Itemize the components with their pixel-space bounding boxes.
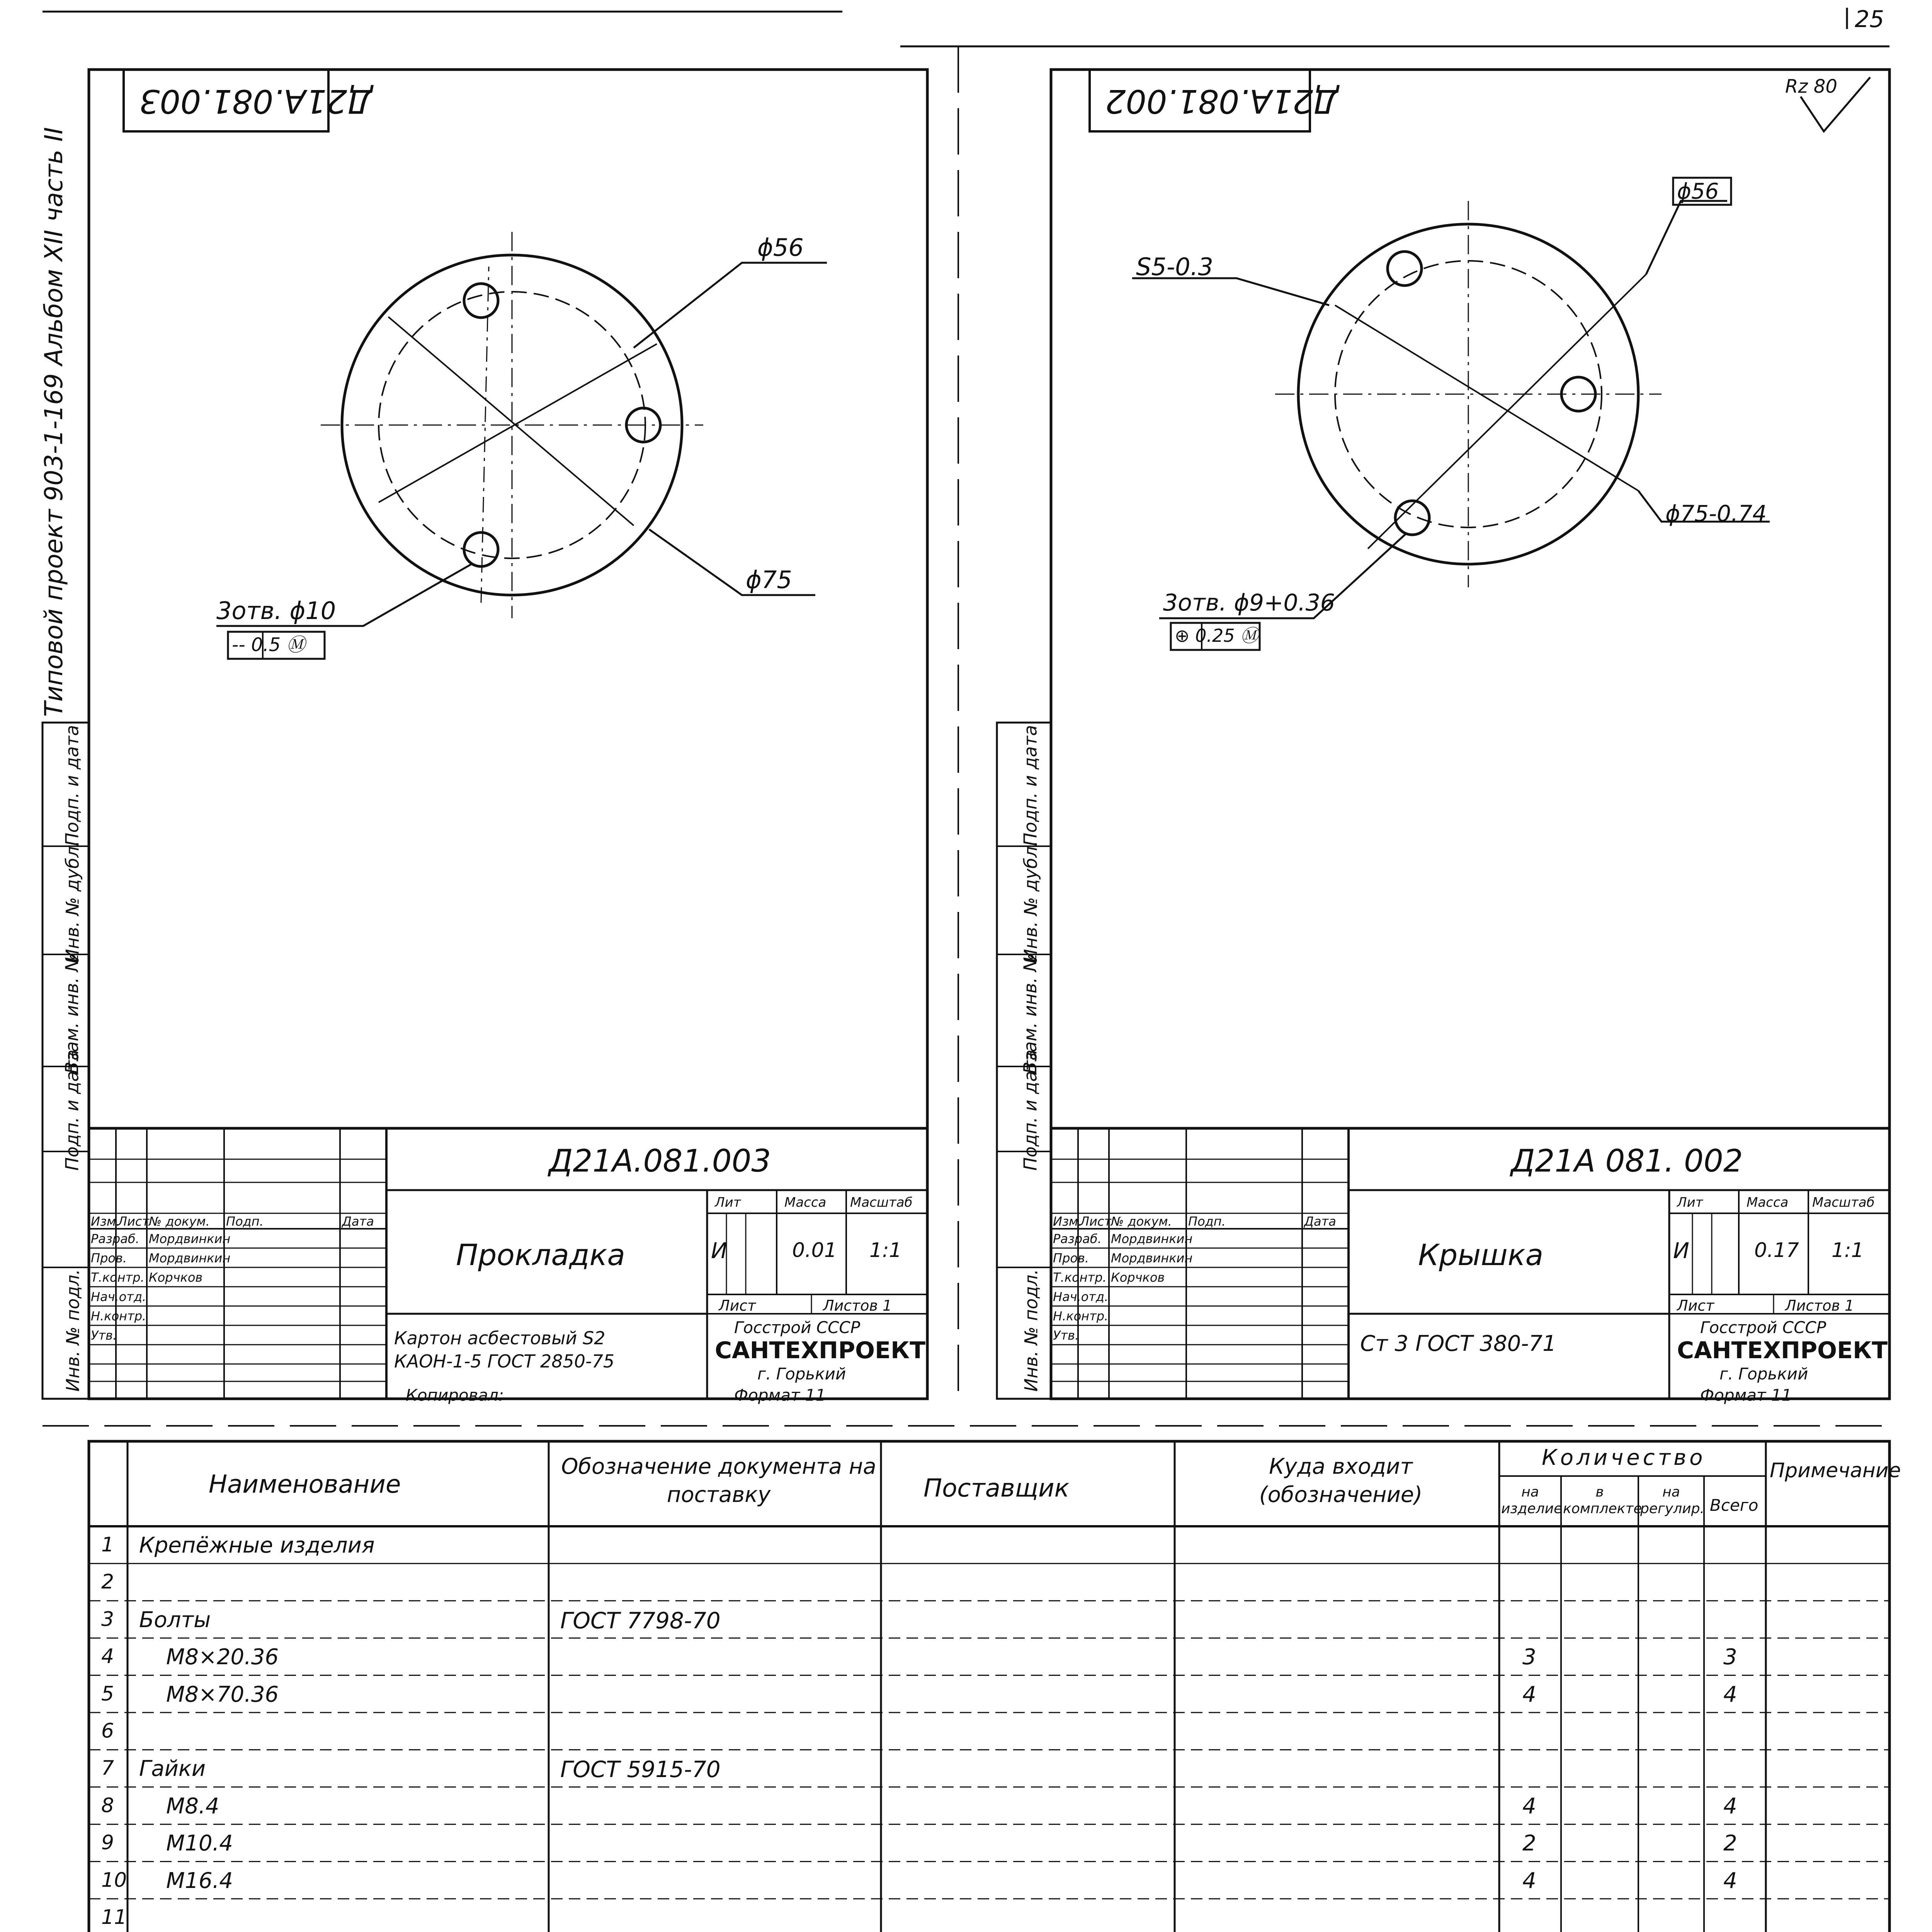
right-dim-bolt: ϕ75-0.74 (1665, 500, 1767, 527)
col-header-name: Наименование (209, 1470, 401, 1499)
right-tb-person-role-4: Н.контр. (1053, 1309, 1109, 1323)
row-number: 2 (101, 1570, 114, 1594)
left-tb-org-1: Госстрой СССР (734, 1318, 861, 1337)
left-tb-person-role-0: Разраб. (91, 1231, 139, 1246)
side-stamp-label-2: Инв. № дубл. (62, 840, 83, 963)
left-tb-hdr-lit: Лит (715, 1195, 741, 1210)
row-name: М16.4 (166, 1868, 233, 1893)
row-number: 10 (101, 1868, 127, 1892)
row-name: М10.4 (166, 1831, 233, 1856)
left-tb-role-2: № докум. (149, 1214, 210, 1229)
right-tb-sheets: Листов 1 (1785, 1297, 1854, 1314)
corner-number: 25 (1855, 6, 1884, 33)
left-tb-org-name: САНТЕХПРОЕКТ (715, 1337, 926, 1364)
right-tb-scale: 1:1 (1832, 1239, 1864, 1262)
left-tb-material-2: КАОН-1-5 ГОСТ 2850-75 (394, 1351, 615, 1372)
right-tb-role-4: Дата (1304, 1214, 1336, 1229)
row-qty: 4 (1522, 1793, 1536, 1819)
left-tb-scale: 1:1 (869, 1239, 902, 1262)
left-tb-doc-number: Д21А.081.003 (549, 1143, 771, 1179)
right-holes-note: 3отв. ϕ9+0.36 (1163, 589, 1335, 616)
right-format-label: Формат 11 (1700, 1386, 1792, 1405)
row-name: Болты (139, 1607, 211, 1633)
row-number: 1 (101, 1533, 114, 1556)
row-number: 9 (101, 1831, 114, 1855)
row-qty: 3 (1522, 1645, 1536, 1670)
row-name: М8.4 (166, 1793, 219, 1819)
side-stamp-label-1: Подп. и дата (61, 725, 83, 846)
right-tb-role-3: Подп. (1188, 1214, 1226, 1229)
row-total: 3 (1723, 1645, 1737, 1670)
left-tb-role-1: Лист (118, 1214, 150, 1229)
left-tb-person-name-2: Корчков (149, 1270, 203, 1285)
row-total: 2 (1723, 1831, 1737, 1856)
left-tb-sheets: Листов 1 (823, 1297, 892, 1314)
col-header-qty-total: Всего (1710, 1496, 1759, 1515)
right-tb-org-city: г. Горький (1719, 1364, 1808, 1383)
right-tb-hdr-mass: Масса (1747, 1195, 1789, 1210)
roughness-mark: Rz 80 (1785, 76, 1837, 97)
row-number: 4 (101, 1645, 114, 1668)
row-doc: ГОСТ 7798-70 (560, 1607, 721, 1634)
right-tb-org-1: Госстрой СССР (1700, 1318, 1827, 1337)
right-dim-thickness: S5-0.3 (1136, 253, 1213, 281)
row-name: М8×20.36 (166, 1645, 279, 1670)
right-tb-person-role-1: Пров. (1053, 1251, 1089, 1265)
left-tb-hdr-scale: Масштаб (850, 1195, 913, 1210)
left-position-tolerance: -- 0.5 Ⓜ (232, 634, 305, 656)
side-stamp-label-r3: Взам. инв. № (1020, 953, 1041, 1074)
row-qty: 4 (1522, 1682, 1536, 1707)
left-tb-mass: 0.01 (792, 1239, 837, 1262)
left-tb-material-1: Картон асбестовый S2 (394, 1328, 605, 1349)
right-tb-org-name: САНТЕХПРОЕКТ (1677, 1337, 1888, 1364)
side-stamp-label-r2: Инв. № дубл. (1020, 840, 1041, 963)
col-header-where: Куда входит (обозначение) (1259, 1454, 1423, 1507)
row-qty: 2 (1522, 1831, 1536, 1856)
left-tb-sheet: Лист (719, 1297, 756, 1314)
col-header-qty-item: на изделие (1501, 1484, 1563, 1517)
right-tb-part-name: Крышка (1418, 1238, 1544, 1272)
row-number: 7 (101, 1757, 114, 1780)
row-number: 8 (101, 1794, 114, 1817)
right-mirrored-number: Д21А.081.002 (1105, 82, 1339, 120)
right-dim-outer: ϕ56 (1677, 179, 1719, 204)
left-mirrored-number: Д21А.081.003 (139, 82, 373, 120)
left-tb-part-name: Прокладка (456, 1238, 625, 1272)
right-tb-person-role-0: Разраб. (1053, 1231, 1102, 1246)
right-position-tolerance: ⊕ 0.25 Ⓜ (1175, 625, 1259, 646)
row-number: 5 (101, 1682, 114, 1706)
left-tb-person-role-3: Нач.отд. (91, 1289, 146, 1304)
right-tb-person-role-2: Т.контр. (1053, 1270, 1107, 1285)
left-tb-person-name-1: Мордвинкин (149, 1251, 231, 1265)
row-doc: ГОСТ 5915-70 (560, 1756, 721, 1783)
right-tb-person-role-5: Утв. (1053, 1328, 1079, 1343)
row-number: 3 (101, 1607, 114, 1631)
col-header-note: Примечание (1770, 1459, 1901, 1482)
left-tb-role-0: Изм. (91, 1214, 120, 1229)
side-stamp-label-3: Взам. инв. № (61, 953, 83, 1074)
left-format-label: Формат 11 (734, 1386, 826, 1405)
right-tb-sheet: Лист (1677, 1297, 1714, 1314)
row-name: Гайки (139, 1756, 206, 1782)
row-name: М8×70.36 (166, 1682, 279, 1707)
side-stamp-label-r1: Подп. и дата (1020, 725, 1041, 846)
left-tb-person-name-0: Мордвинкин (149, 1231, 231, 1246)
row-name: Крепёжные изделия (139, 1533, 375, 1558)
left-dim-outer: ϕ56 (757, 233, 804, 262)
side-stamp-label-r4: Подп. и дата (1020, 1049, 1041, 1171)
right-tb-role-1: Лист (1080, 1214, 1112, 1229)
right-tb-hdr-scale: Масштаб (1812, 1195, 1875, 1210)
row-number: 11 (101, 1906, 127, 1929)
side-stamp-label-r5: Инв. № подл. (1020, 1269, 1042, 1392)
left-tb-person-role-4: Н.контр. (91, 1309, 146, 1323)
right-tb-person-name-0: Мордвинкин (1111, 1231, 1193, 1246)
side-stamp-label-4: Подп. и дата (61, 1049, 83, 1171)
col-header-qty-set: в комплекте (1563, 1484, 1642, 1517)
side-series-label: Типовой проект 903-1-169 Альбом XII часть II (40, 127, 68, 717)
col-header-doc: Обозначение документа на поставку (561, 1454, 876, 1507)
left-tb-lit: И (711, 1238, 727, 1264)
row-total: 4 (1723, 1793, 1737, 1819)
row-number: 6 (101, 1719, 114, 1743)
left-tb-hdr-mass: Масса (784, 1195, 827, 1210)
left-tb-person-role-5: Утв. (91, 1328, 117, 1343)
right-tb-role-0: Изм. (1053, 1214, 1082, 1229)
left-tb-role-3: Подп. (226, 1214, 264, 1229)
row-total: 4 (1723, 1682, 1737, 1707)
right-tb-person-role-3: Нач.отд. (1053, 1289, 1109, 1304)
right-tb-material-1: Ст 3 ГОСТ 380-71 (1360, 1331, 1556, 1356)
row-qty: 4 (1522, 1868, 1536, 1893)
right-tb-lit: И (1673, 1238, 1689, 1264)
right-tb-person-name-1: Мордвинкин (1111, 1251, 1193, 1265)
left-copy-footer: Копировал: (406, 1386, 504, 1405)
left-tb-person-role-2: Т.контр. (91, 1270, 145, 1285)
right-tb-hdr-lit: Лит (1677, 1195, 1703, 1210)
left-tb-person-role-1: Пров. (91, 1251, 127, 1265)
col-header-qty: Количество (1542, 1445, 1706, 1470)
left-tb-org-city: г. Горький (757, 1364, 846, 1383)
col-header-qty-reg: на регулир. (1640, 1484, 1704, 1517)
row-total: 4 (1723, 1868, 1737, 1893)
left-dim-bolt: ϕ75 (746, 566, 792, 594)
side-stamp-label-5: Инв. № подл. (62, 1269, 83, 1392)
right-tb-mass: 0.17 (1754, 1239, 1799, 1262)
col-header-supplier: Поставщик (923, 1474, 1070, 1503)
right-tb-doc-number: Д21А 081. 002 (1511, 1143, 1743, 1179)
right-tb-role-2: № докум. (1111, 1214, 1172, 1229)
left-tb-role-4: Дата (342, 1214, 374, 1229)
left-holes-note: 3отв. ϕ10 (216, 597, 336, 625)
right-tb-person-name-2: Корчков (1111, 1270, 1165, 1285)
